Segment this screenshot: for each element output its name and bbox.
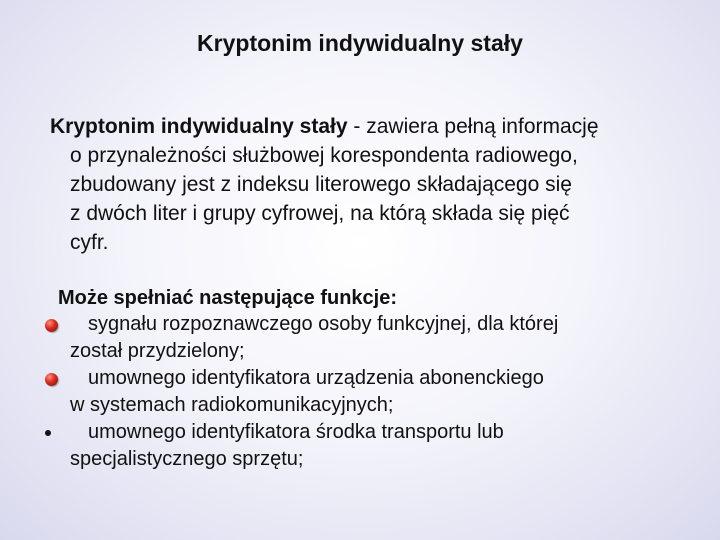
list-item-line-1 xyxy=(0,419,720,446)
intro-paragraph xyxy=(50,112,690,257)
intro-line-4: z dwóch liter i grupy cyfrowej, na którą składa się pięć xyxy=(70,202,570,225)
list-item-text: sygnału rozpoznawczego osoby funkcyjnej, dla której xyxy=(88,313,559,335)
functions-list xyxy=(0,311,720,473)
slide-title: Kryptonim indywidualny stały xyxy=(197,30,523,56)
intro-line-1-rest: - zawiera pełną informację xyxy=(347,115,599,138)
sphere-bullet-icon xyxy=(45,319,58,332)
dot-bullet-icon xyxy=(45,430,51,436)
intro-line-1 xyxy=(50,112,690,141)
intro-line-5: cyfr. xyxy=(70,231,109,254)
list-item-line-2: specjalistycznego sprzętu; xyxy=(70,448,304,470)
sphere-bullet-icon xyxy=(45,373,58,386)
intro-line-2: o przynależności służbowej korespondenta radiowego, xyxy=(70,144,578,167)
list-item-line-2: został przydzielony; xyxy=(70,340,245,362)
list-item xyxy=(0,365,720,419)
list-item xyxy=(0,419,720,473)
list-item-line-1 xyxy=(0,311,720,338)
list-item xyxy=(0,311,720,365)
intro-line-3: zbudowany jest z indeksu literowego składającego się xyxy=(70,173,572,196)
list-item-text: umownego identyfikatora urządzenia abonenckiego xyxy=(88,367,544,389)
intro-term: Kryptonim indywidualny stały xyxy=(50,115,348,138)
list-item-line-1 xyxy=(0,365,720,392)
list-item-line-2: w systemach radiokomunikacyjnych; xyxy=(70,394,394,416)
functions-heading: Może spełniać następujące funkcje: xyxy=(58,287,397,309)
list-item-text: umownego identyfikatora środka transportu lub xyxy=(88,421,504,443)
